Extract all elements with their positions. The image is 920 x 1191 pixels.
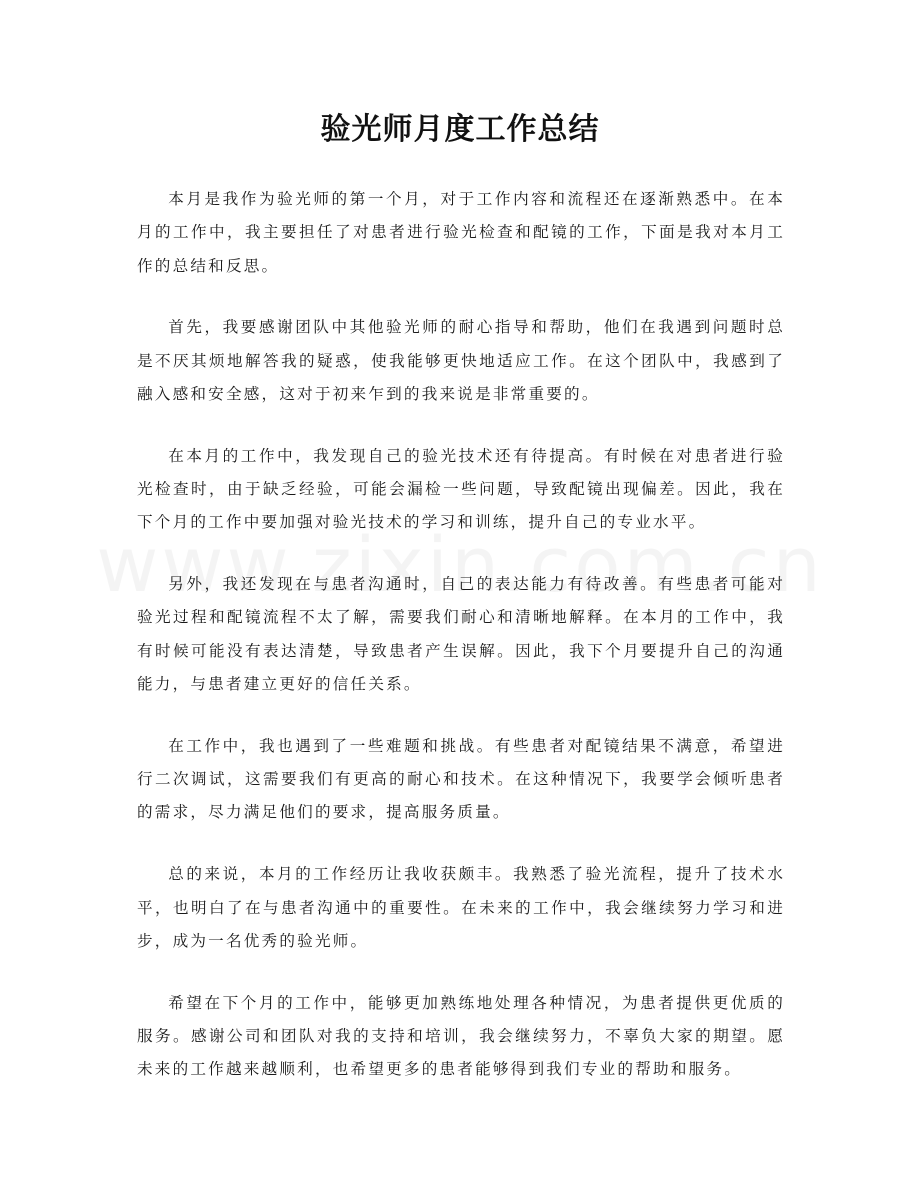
- paragraph: 在本月的工作中，我发现自己的验光技术还有待提高。有时候在对患者进行验光检查时，由于缺乏经验，可能会漏检一些问题，导致配镜出现偏差。因此，我在下个月的工作中要加强对验光技术的学习和训练，提升自己的专业水平。: [137, 446, 785, 532]
- document-title: 验光师月度工作总结: [320, 112, 600, 147]
- paragraph: 另外，我还发现在与患者沟通时，自己的表达能力有待改善。有些患者可能对验光过程和配镜流程不太了解，需要我们耐心和清晰地解释。在本月的工作中，我有时候可能没有表达清楚，导致患者产生误解。因此，我下个月要提升自己的沟通能力，与患者建立更好的信任关系。: [137, 575, 785, 694]
- paragraph: 首先，我要感谢团队中其他验光师的耐心指导和帮助，他们在我遇到问题时总是不厌其烦地解答我的疑惑，使我能够更快地适应工作。在这个团队中，我感到了融入感和安全感，这对于初来乍到的我来说是非常重要的。: [137, 318, 785, 403]
- paragraph: 总的来说，本月的工作经历让我收获颇丰。我熟悉了验光流程，提升了技术水平，也明白了在与患者沟通中的重要性。在未来的工作中，我会继续努力学习和进步，成为一名优秀的验光师。: [137, 865, 785, 950]
- document-body: [137, 183, 785, 1115]
- paragraph: 本月是我作为验光师的第一个月，对于工作内容和流程还在逐渐熟悉中。在本月的工作中，我主要担任了对患者进行验光检查和配镜的工作，下面是我对本月工作的总结和反思。: [137, 190, 785, 275]
- paragraph: 在工作中，我也遇到了一些难题和挑战。有些患者对配镜结果不满意，希望进行二次调试，这需要我们有更高的耐心和技术。在这种情况下，我要学会倾听患者的需求，尽力满足他们的要求，提高服务质量。: [137, 736, 785, 822]
- paragraph: 希望在下个月的工作中，能够更加熟练地处理各种情况，为患者提供更优质的服务。感谢公司和团队对我的支持和培训，我会继续努力，不辜负大家的期望。愿未来的工作越来越顺利，也希望更多的患者能够得到我们专业的帮助和服务。: [137, 993, 785, 1079]
